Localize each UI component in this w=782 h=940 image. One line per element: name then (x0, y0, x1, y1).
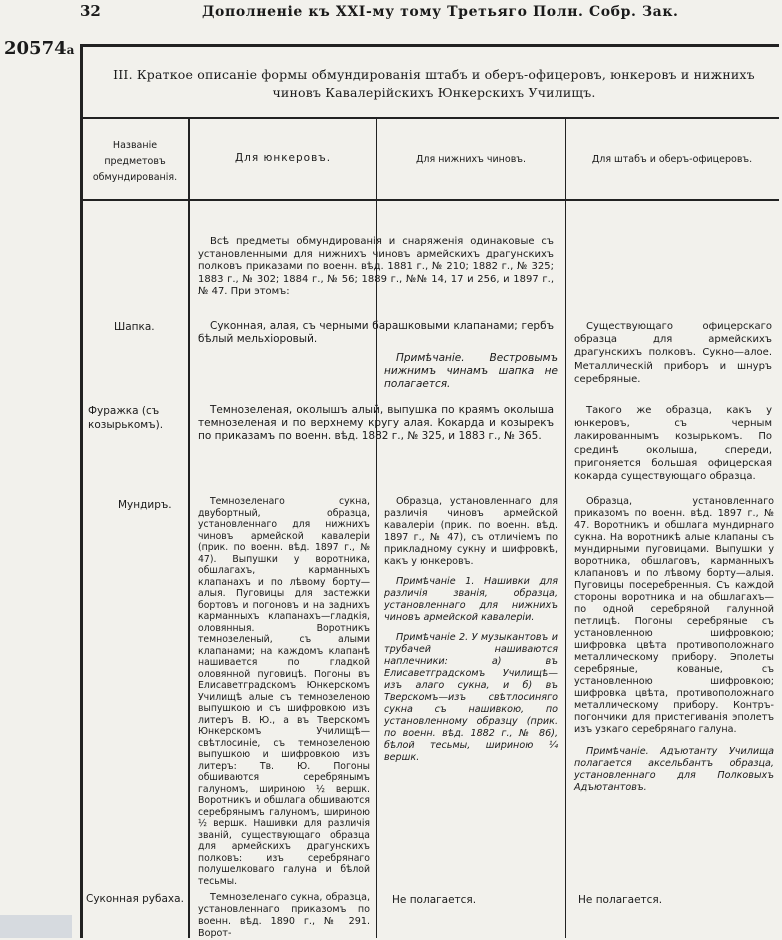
mundir-officers (574, 496, 774, 794)
header-junkers: Для юнкеровъ. (234, 152, 332, 164)
viewer-corner (0, 915, 72, 938)
row-label-rubakha: Суконная рубаха. (86, 893, 184, 905)
header-bottom-rule (82, 199, 779, 201)
row-label-mundir: Мундиръ. (118, 499, 172, 511)
record-number-main: 20574 (4, 38, 67, 59)
title-line-1: III. Краткое описаніе формы обмундированія штабъ и оберъ-офицеровъ, юнкеровъ и нижнихъ (113, 67, 755, 82)
mundir-junkers: Темнозеленаго сукна, двубортный, образца, установленнаго для нижнихъ чиновъ армейской кавалеріи (прик. по военн. вѣд. 1897 г., № 47). Выпушки у воротника, обшлагахъ, карманныхъ клапанахъ и по лѣвому борту—алыя. Пуговицы для застежки бортовъ и погоновъ и на заднихъ карманныхъ клапанахъ—гладкія, оловянныя. Воротникъ темнозеленый, съ алыми клапанами; на каждомъ клапанѣ нашивается по гладкой оловянной пуговицѣ. Погоны въ Елисаветградскомъ Юнкерскомъ Училищѣ алые съ темнозеленою выпушкою и съ шифровкою изъ литеръ В. Ю., а въ Тверскомъ Юнкерскомъ Училищѣ—свѣтлосиніе, съ темнозеленою выпушкою и шифровкою изъ литеръ: Тв. Ю. Погоны обшиваются серебрянымъ галуномъ, шириною ½ вершк. Воротникъ и обшлага обшиваются серебрянымъ галуномъ, шириною ½ вершк. Нашивки для различія званій, существующаго образца для армейскихъ драгунскихъ полковъ: изъ серебрянаго полушелковаго галуна и бѣлой тесьмы. (198, 496, 370, 887)
furazhka-officers: Такого же образца, какъ у юнкеровъ, съ черным лакированнымъ козырькомъ. По срединѣ околыша, спереди, пригоняется большая офицерская кокарда существующаго образца. (574, 405, 772, 483)
header-item-name-line-2: обмундированія. (92, 172, 178, 183)
header-item-name (84, 138, 186, 186)
furazhka-junkers: Темнозеленая, околышъ алый, выпушка по краямъ околыша темнозеленая и по верхнему кругу алая. Кокарда и козырекъ по приказамъ по военн. вѣд. 1882 г., № 325, и 1883 г., № 365. (198, 404, 554, 443)
column-rule-3 (565, 119, 566, 938)
title-bottom-rule (82, 117, 779, 119)
row-label-furazhka: Фуражка (съ козырькомъ). (88, 405, 164, 431)
rubakha-lower: Не полагается. (392, 894, 477, 906)
general-statement: Всѣ предметы обмундированія и снаряженія одинаковые съ установленными для нижнихъ чиновъ армейскихъ драгунскихъ полковъ приказами по военн. вѣд. 1881 г., № 210; 1882 г., № 325; 1883 г., № 302; 1884 г., № 56; 1889 г., №№ 14, 17 и 256, и 1897 г., № 47. При этомъ: (198, 236, 554, 298)
page-number: 32 (80, 2, 101, 20)
record-number-suffix: а (66, 43, 75, 57)
title-line-2: чиновъ Кавалерійскихъ Юнкерскихъ Училищъ. (272, 85, 596, 100)
mundir-lower (384, 496, 558, 764)
shapka-junkers: Суконная, алая, съ черными барашковыми клапанами; гербъ бѣлый мельхіоровый. (198, 320, 554, 346)
column-rule-1 (188, 119, 190, 938)
header-lower-ranks: Для нижнихъ чиновъ. (415, 154, 527, 165)
header-officers: Для штабъ и оберъ-офицеровъ. (591, 154, 753, 165)
header-item-name-line-1: Названіе предметовъ (104, 140, 166, 167)
mundir-lower-note-2: Примѣчаніе 2. У музыкантовъ и трубачей нашиваются наплечники: а) въ Елисаветградскомъ Училищѣ—изъ алаго сукна, и б) въ Тверскомъ—изъ свѣтлосиняго сукна съ нашивкою, по установленному образцу (прик. по военн. вѣд. 1882 г., № 86), бѣлой тесьмы, шириною ¼ вершк. (384, 632, 558, 763)
shapka-lower-note: Примѣчаніе. Вестровымъ нижнимъ чинамъ шапка не полагается. (384, 352, 558, 391)
mundir-lower-note-1: Примѣчаніе 1. Нашивки для различія званія, образца, установленнаго для нижнихъ чиновъ армейской кавалеріи. (384, 576, 558, 623)
rubakha-junkers: Темнозеленаго сукна, образца, установленнаго приказомъ по военн. вѣд. 1890 г., № 291. Ворот- (198, 892, 370, 939)
record-number (4, 38, 74, 59)
row-label-shapka: Шапка. (114, 321, 155, 333)
table-title (92, 66, 776, 102)
running-head: Дополненіе къ XXI-му тому Третьяго Полн. Собр. Зак. (202, 4, 679, 20)
shapka-officers: Существующаго офицерскаго образца для армейскихъ драгунскихъ полковъ. Сукно—алое. Металлическій приборъ и шнуръ серебряные. (574, 321, 772, 385)
mundir-officers-note: Примѣчаніе. Адъютанту Училища полагается аксельбантъ образца, установленнаго для Полковыхъ Адъютантовъ. (574, 746, 774, 793)
mundir-officers-text: Образца, установленнаго приказомъ по военн. вѣд. 1897 г., № 47. Воротникъ и обшлага мундирнаго сукна. На воротникѣ алые клапаны съ мундирными пуговицами. Выпушки у воротника, обшлаговъ, карманныхъ клапановъ и по лѣвому борту—алыя. Пуговицы посеребренныя. Съ каждой стороны воротника и на обшлагахъ—по одной серебряной галунной петлицѣ. Погоны серебряные съ установленною шифровкою; шифровка цвѣта противоположнаго металлическому прибору. Эполеты серебряные, кованые, съ установленною шифровкою; шифровка цвѣта, противоположнаго металлическому прибору. Контръ-погончики для пристегиванія эполетъ изъ узкаго серебрянаго галуна. (574, 496, 774, 735)
rubakha-officers: Не полагается. (578, 894, 663, 906)
mundir-lower-text: Образца, установленнаго для различія чиновъ армейской кавалеріи (прик. по военн. вѣд. 1897 г., № 47), съ отличіемъ по прикладному сукну и шифровкѣ, какъ у юнкеровъ. (384, 496, 558, 567)
